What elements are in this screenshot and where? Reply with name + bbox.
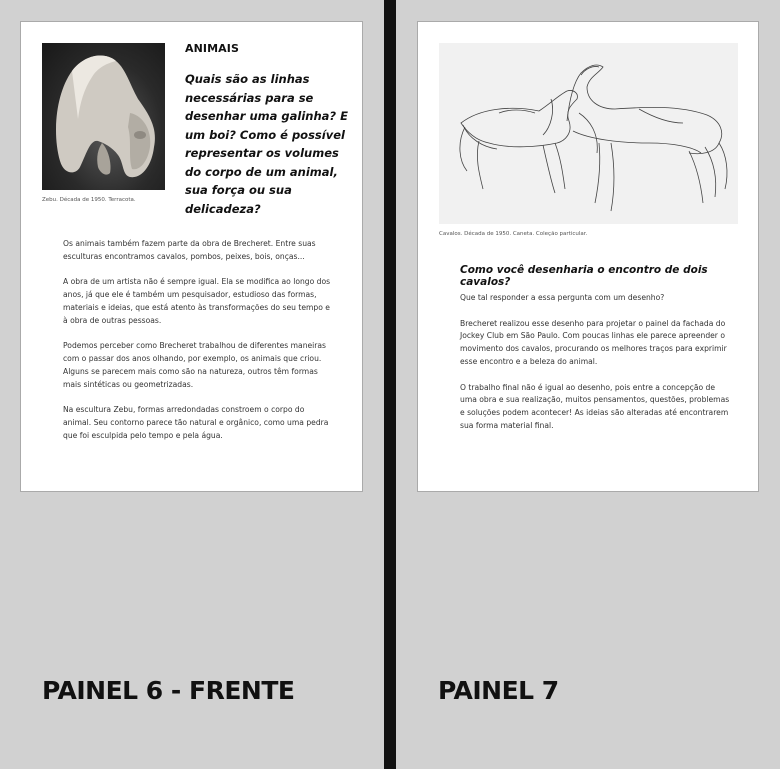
panel-6-label: PAINEL 6 - FRENTE [42,676,295,705]
panel-7-label: PAINEL 7 [438,676,559,705]
paragraph: A obra de um artista não é sempre igual. Ela se modifica ao longo dos anos, já que ele é também um pesquisador, estudioso das formas, materiais e ideias, que está atento às transformações do seu tempo e à obra de outras pessoas. [63,277,331,325]
right-body-text [460,292,734,446]
panel-divider [384,0,396,769]
paragraph: Que tal responder a essa pergunta com um desenho? [460,293,665,302]
horses-question: Como você desenharia o encontro de dois cavalos? [460,264,708,288]
zebu-sculpture-illustration [42,43,165,190]
horses-drawing-image [439,43,738,224]
left-body-text [63,238,333,456]
zebu-sculpture-image [42,43,165,190]
paragraph: O trabalho final não é igual ao desenho, pois entre a concepção de uma obra e sua realização, muitos pensamentos, questões, problemas e soluções podem acontecer! As ideias são alteradas até encontrarem sua forma material final. [460,382,730,430]
paragraph: Na escultura Zebu, formas arredondadas constroem o corpo do animal. Seu contorno parece tão natural e orgânico, como uma pedra que foi esculpida pelo tempo e pela água. [63,405,329,440]
zebu-image-caption: Zebu. Década de 1950. Terracota. [42,197,136,203]
right-panel-card [417,21,759,492]
section-heading: ANIMAIS [185,42,239,55]
paragraph: Podemos perceber como Brecheret trabalhou de diferentes maneiras com o passar dos anos olhando, por exemplo, os animais que criou. Alguns se parecem mais como são na natureza, outros têm formas mais sintéticas ou geometrizadas. [63,341,327,389]
horses-sketch-illustration [439,43,738,224]
left-panel-card [20,21,363,492]
horses-image-caption: Cavalos. Década de 1950. Caneta. Coleção particular. [439,231,588,237]
paragraph: Os animais também fazem parte da obra de Brecheret. Entre suas esculturas encontramos cavalos, pombos, peixes, bois, onças... [63,239,316,261]
paragraph: Brecheret realizou esse desenho para projetar o painel da fachada do Jockey Club em São Paulo. Com poucas linhas ele parece apreender o movimento dos cavalos, procurando os melhores traços para exprimir esse encontro e a beleza do animal. [460,318,727,366]
intro-question: Quais são as linhas necessárias para se desenhar uma galinha? E um boi? Como é possível representar os volumes do corpo de um animal, sua força ou sua delicadeza? [185,72,348,216]
